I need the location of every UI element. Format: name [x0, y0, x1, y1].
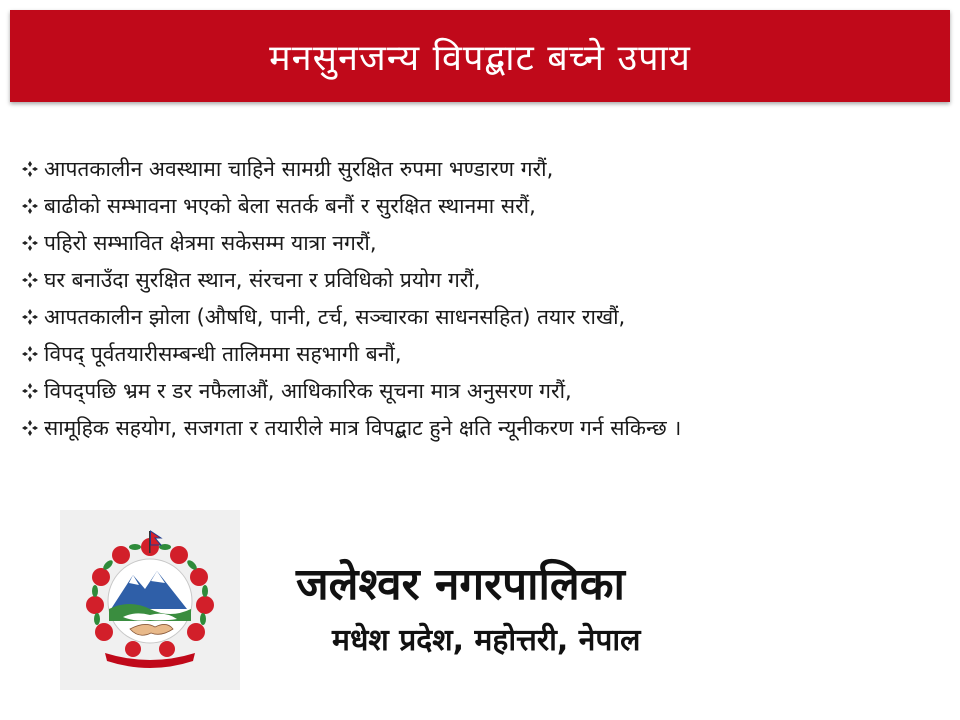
- list-item-text: आपतकालीन अवस्थामा चाहिने सामग्री सुरक्षित रुपमा भण्डारण गरौं,: [44, 156, 554, 181]
- list-item-text: घर बनाउँदा सुरक्षित स्थान, संरचना र प्रविधिको प्रयोग गरौं,: [44, 267, 481, 292]
- organization-address: मधेश प्रदेश, महोत्तरी, नेपाल: [332, 623, 641, 658]
- list-item: [18, 224, 938, 261]
- list-item: [18, 335, 938, 372]
- diamond-bullet-icon: [18, 417, 42, 439]
- page-title: मनसुनजन्य विपद्बाट बच्ने उपाय: [269, 37, 691, 79]
- diamond-bullet-icon: [18, 343, 42, 365]
- list-item-text: सामूहिक सहयोग, सजगता र तयारीले मात्र विपद्बाट हुने क्षति न्यूनीकरण गर्न सकिन्छ ।: [44, 415, 682, 440]
- organization-name: जलेश्वर नगरपालिका: [296, 559, 625, 610]
- list-item: [18, 409, 938, 446]
- list-item-text: आपतकालीन झोला (औषधि, पानी, टर्च, सञ्चारका साधनसहित) तयार राखौं,: [44, 304, 626, 329]
- emblem-container: [60, 510, 240, 690]
- diamond-bullet-icon: [18, 380, 42, 402]
- list-item: [18, 187, 938, 224]
- diamond-bullet-icon: [18, 232, 42, 254]
- list-item: [18, 372, 938, 409]
- list-item: [18, 150, 938, 187]
- diamond-bullet-icon: [18, 269, 42, 291]
- diamond-bullet-icon: [18, 158, 42, 180]
- list-item-text: पहिरो सम्भावित क्षेत्रमा सकेसम्म यात्रा नगरौं,: [44, 230, 377, 255]
- nepal-government-emblem-icon: [75, 525, 225, 675]
- list-item-text: विपद् पूर्वतयारीसम्बन्धी तालिममा सहभागी बनौं,: [44, 341, 402, 366]
- safety-tips-list: [18, 150, 938, 446]
- title-banner: [10, 10, 950, 102]
- list-item-text: बाढीको सम्भावना भएको बेला सतर्क बनौं र सुरक्षित स्थानमा सरौं,: [44, 193, 536, 218]
- list-item: [18, 261, 938, 298]
- list-item-text: विपद्पछि भ्रम र डर नफैलाऔं, आधिकारिक सूचना मात्र अनुसरण गरौं,: [44, 378, 572, 403]
- list-item: [18, 298, 938, 335]
- diamond-bullet-icon: [18, 195, 42, 217]
- diamond-bullet-icon: [18, 306, 42, 328]
